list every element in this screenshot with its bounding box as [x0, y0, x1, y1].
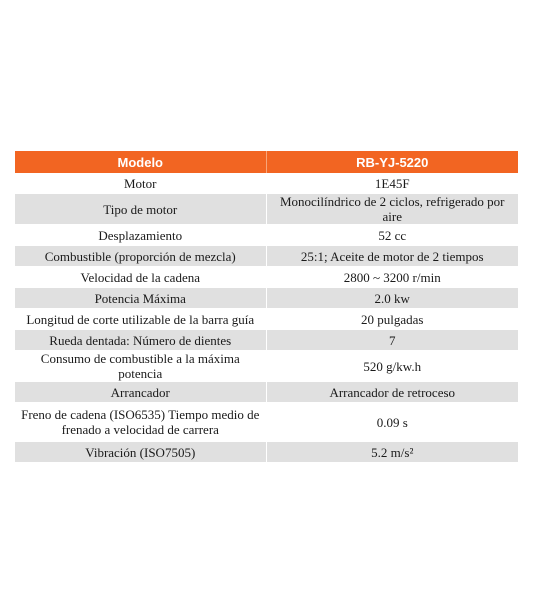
- spec-label-sprocket-teeth: Rueda dentada: Número de dientes: [15, 330, 266, 351]
- table-row: [15, 351, 518, 382]
- spec-label-fuel: Combustible (proporción de mezcla): [15, 246, 266, 267]
- spec-label-starter: Arrancador: [15, 382, 266, 403]
- spec-label-chain-brake: Freno de cadena (ISO6535) Tiempo medio de frenado a velocidad de carrera: [15, 403, 266, 442]
- spec-value-displacement: 52 cc: [266, 225, 518, 246]
- spec-label-motor: Motor: [15, 173, 266, 194]
- spec-value-fuel-consumption: 520 g/kw.h: [266, 351, 518, 382]
- spec-label-displacement: Desplazamiento: [15, 225, 266, 246]
- table-row: [15, 442, 518, 463]
- table-row: [15, 173, 518, 194]
- header-model-value: RB-YJ-5220: [266, 151, 518, 173]
- spec-value-fuel: 25:1; Aceite de motor de 2 tiempos: [266, 246, 518, 267]
- table-row: [15, 225, 518, 246]
- spec-value-bar-length: 20 pulgadas: [266, 309, 518, 330]
- table-row: [15, 288, 518, 309]
- spec-label-max-power: Potencia Máxima: [15, 288, 266, 309]
- spec-value-motor: 1E45F: [266, 173, 518, 194]
- table-row: [15, 403, 518, 442]
- table-row: [15, 194, 518, 225]
- spec-value-starter: Arrancador de retroceso: [266, 382, 518, 403]
- table-row: [15, 382, 518, 403]
- spec-table-header: [15, 151, 518, 173]
- spec-value-engine-type: Monocilíndrico de 2 ciclos, refrigerado por aire: [266, 194, 518, 225]
- table-row: [15, 267, 518, 288]
- spec-value-chain-brake: 0.09 s: [266, 403, 518, 442]
- spec-value-sprocket-teeth: 7: [266, 330, 518, 351]
- spec-value-max-power: 2.0 kw: [266, 288, 518, 309]
- table-row: [15, 246, 518, 267]
- spec-label-chain-speed: Velocidad de la cadena: [15, 267, 266, 288]
- spec-table: [15, 151, 518, 463]
- table-row: [15, 330, 518, 351]
- spec-label-engine-type: Tipo de motor: [15, 194, 266, 225]
- spec-label-vibration: Vibración (ISO7505): [15, 442, 266, 463]
- spec-value-vibration: 5.2 m/s²: [266, 442, 518, 463]
- table-row: [15, 309, 518, 330]
- header-model-label: Modelo: [15, 151, 266, 173]
- spec-label-bar-length: Longitud de corte utilizable de la barra guía: [15, 309, 266, 330]
- spec-label-fuel-consumption: Consumo de combustible a la máxima potencia: [15, 351, 266, 382]
- spec-value-chain-speed: 2800 ~ 3200 r/min: [266, 267, 518, 288]
